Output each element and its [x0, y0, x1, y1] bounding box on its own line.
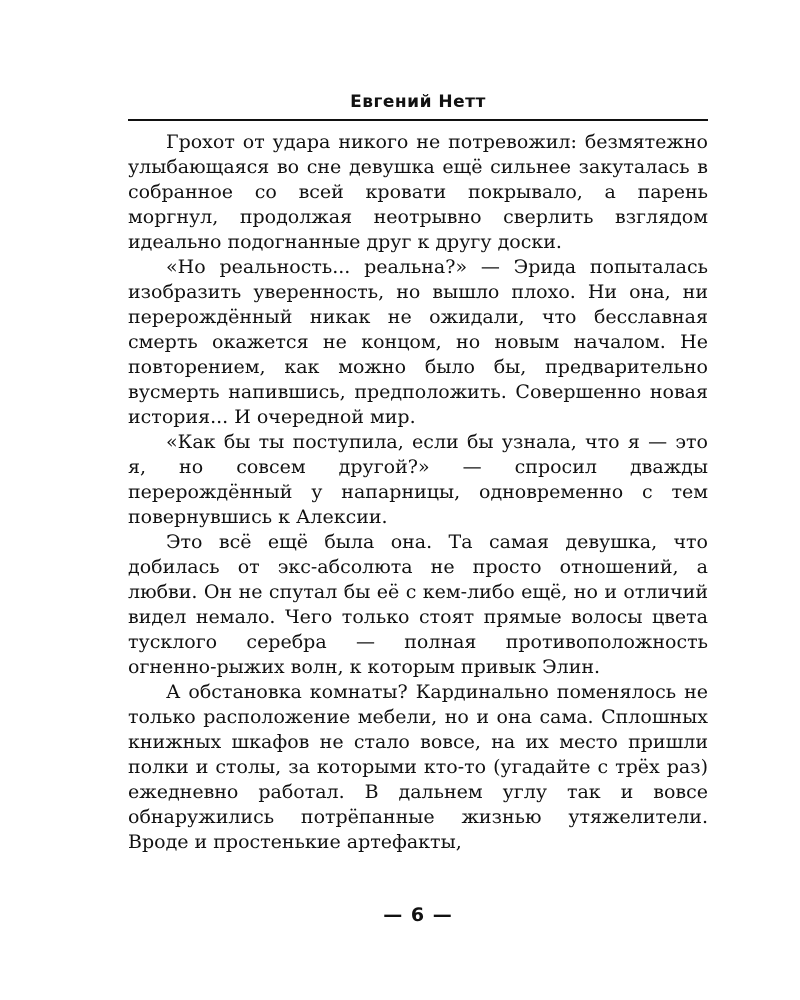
header-rule — [128, 119, 708, 121]
paragraph-5: А обстановка комнаты? Кардинально поменялось не только расположение мебели, но и она сама. Сплошных книжных шкафов не стало вовсе, на их место пришли полки и столы, за которыми кто-то (угадайте с трёх раз) ежедневно работал. В дальнем углу так и вовсе обнаружились потрёпанные жизнью утяжелители. Вроде и простенькие артефакты, — [128, 681, 708, 853]
paragraph-4: Это всё ещё была она. Та самая девушка, что добилась от экс-абсолюта не просто отношений, а любви. Он не спутал бы её с кем-либо ещё, но и отличий видел немало. Чего только стоят прямые волосы цвета тусклого серебра — полная противоположность огненно-рыжих волн, к которым привык Элин. — [128, 531, 708, 678]
body-text — [128, 130, 708, 855]
running-header-author: Евгений Нетт — [350, 92, 486, 112]
page-number: — 6 — — [383, 904, 453, 926]
paragraph-1: Грохот от удара никого не потревожил: безмятежно улыбающаяся во сне девушка ещё сильнее закуталась в собранное со всей кровати покрывало, а парень моргнул, продолжая неотрывно сверлить взглядом идеально подогнанные друг к другу доски. — [128, 131, 708, 253]
paragraph-3: «Как бы ты поступила, если бы узнала, что я — это я, но совсем другой?» — спросил дважды перерождённый у напарницы, одновременно с тем повернувшись к Алексии. — [128, 431, 708, 528]
paragraph-2: «Но реальность... реальна?» — Эрида попыталась изобразить уверенность, но вышло плохо. Ни она, ни перерождённый никак не ожидали, что бесславная смерть окажется не концом, но новым началом. Не повторением, как можно было бы, предварительно вусмерть напившись, предположить. Совершенно новая история... И очередной мир. — [128, 256, 708, 428]
